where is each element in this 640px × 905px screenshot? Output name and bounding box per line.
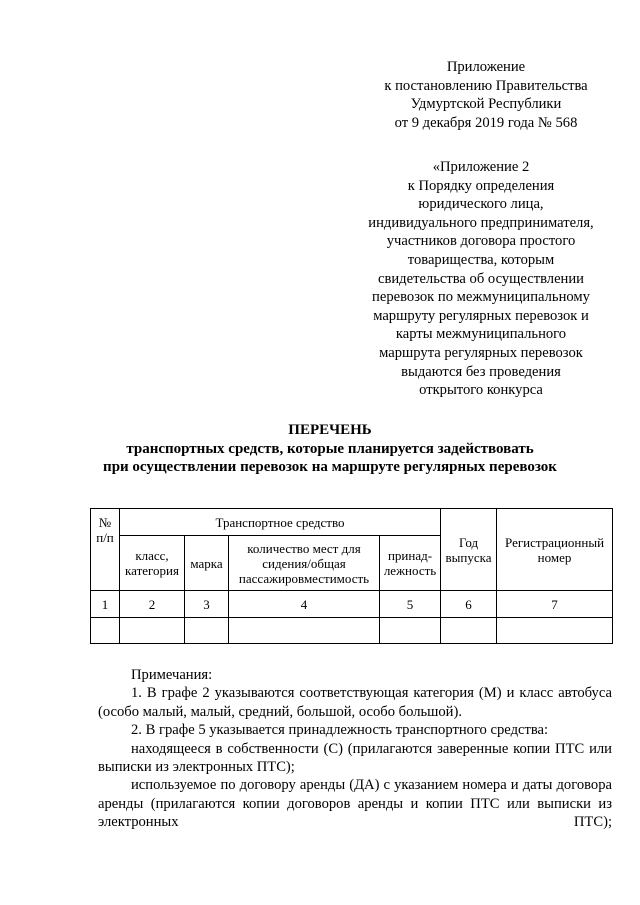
title-line: транспортных средств, которые планируется задействовать [126, 440, 534, 457]
annex2-line: товарищества, которым [407, 251, 555, 268]
annex2-line: индивидуального предпринимателя, [368, 214, 594, 231]
title-heading: ПЕРЕЧЕНЬ [288, 422, 372, 438]
annex2-line: к Порядку определения [407, 177, 555, 194]
annex2-line: маршрута регулярных перевозок [379, 344, 583, 361]
annex-line: Приложение [446, 59, 526, 75]
header-cell-registration: Регистрационный номер [497, 509, 613, 591]
number-cell: 2 [120, 591, 185, 618]
annex2-line: выдаются без проведения [401, 363, 561, 380]
header-cell-vehicle: Транспортное средство [120, 509, 441, 536]
number-cell: 4 [229, 591, 380, 618]
annex2-line: «Приложение 2 [432, 159, 530, 175]
number-cell: 7 [497, 591, 613, 618]
annex2-line: открытого конкурса [419, 382, 543, 399]
number-cell: 6 [441, 591, 497, 618]
table-empty-row [91, 618, 613, 644]
annex2-line: юридического лица, [418, 196, 544, 213]
annex2-line: участников договора простого [386, 233, 576, 250]
table-numbers-row [91, 591, 613, 618]
notes-heading: Примечания: [131, 667, 213, 683]
header-cell-ownership: принад-лежность [380, 536, 441, 591]
annex2-line: свидетельства об осуществлении [378, 270, 584, 287]
empty-cell [120, 618, 185, 644]
annex2-line: карты межмуниципального [395, 326, 567, 343]
number-cell: 3 [185, 591, 229, 618]
number-cell: 5 [380, 591, 441, 618]
annex-line: к постановлению Правительства [384, 77, 588, 94]
annex2-line: перевозок по межмуниципальному [372, 289, 590, 306]
annex-line: от 9 декабря 2019 года № 568 [394, 114, 578, 131]
annex-line: Удмуртской Республики [410, 96, 562, 113]
empty-cell [497, 618, 613, 644]
note-paragraph: используемое по договору аренды (ДА) с указанием номера и даты договора аренды (прилагаются копии договоров аренды и копии ПТС или выписки из электронных ПТС); [98, 777, 612, 831]
vehicles-table [90, 508, 613, 644]
header-cell-brand: марка [185, 536, 229, 591]
note-paragraph: 1. В графе 2 указываются соответствующая категория (М) и класс автобуса (особо малый, малый, средний, большой, особо большой). [98, 685, 612, 720]
annex2-header [350, 158, 612, 400]
empty-cell [185, 618, 229, 644]
note-paragraph: 2. В графе 5 указывается принадлежность транспортного средства: [131, 722, 549, 739]
header-cell-year: Год выпуска [441, 509, 497, 591]
document-title [60, 421, 600, 477]
empty-cell [229, 618, 380, 644]
empty-cell [380, 618, 441, 644]
note-paragraph: находящееся в собственности (С) (прилагаются заверенные копии ПТС или выписки из электронных ПТС); [98, 740, 612, 776]
empty-cell [441, 618, 497, 644]
header-cell-number: № п/п [91, 509, 120, 591]
annex2-line: маршруту регулярных перевозок и [373, 307, 589, 324]
notes-section [98, 666, 612, 832]
empty-cell [91, 618, 120, 644]
title-line: при осуществлении перевозок на маршруте регулярных перевозок [103, 459, 557, 476]
header-cell-seats: количество мест для сидения/общая пассажировместимость [229, 536, 380, 591]
header-cell-class: класс, категория [120, 536, 185, 591]
number-cell: 1 [91, 591, 120, 618]
table-header-row [91, 509, 613, 536]
annex-header [370, 58, 602, 132]
